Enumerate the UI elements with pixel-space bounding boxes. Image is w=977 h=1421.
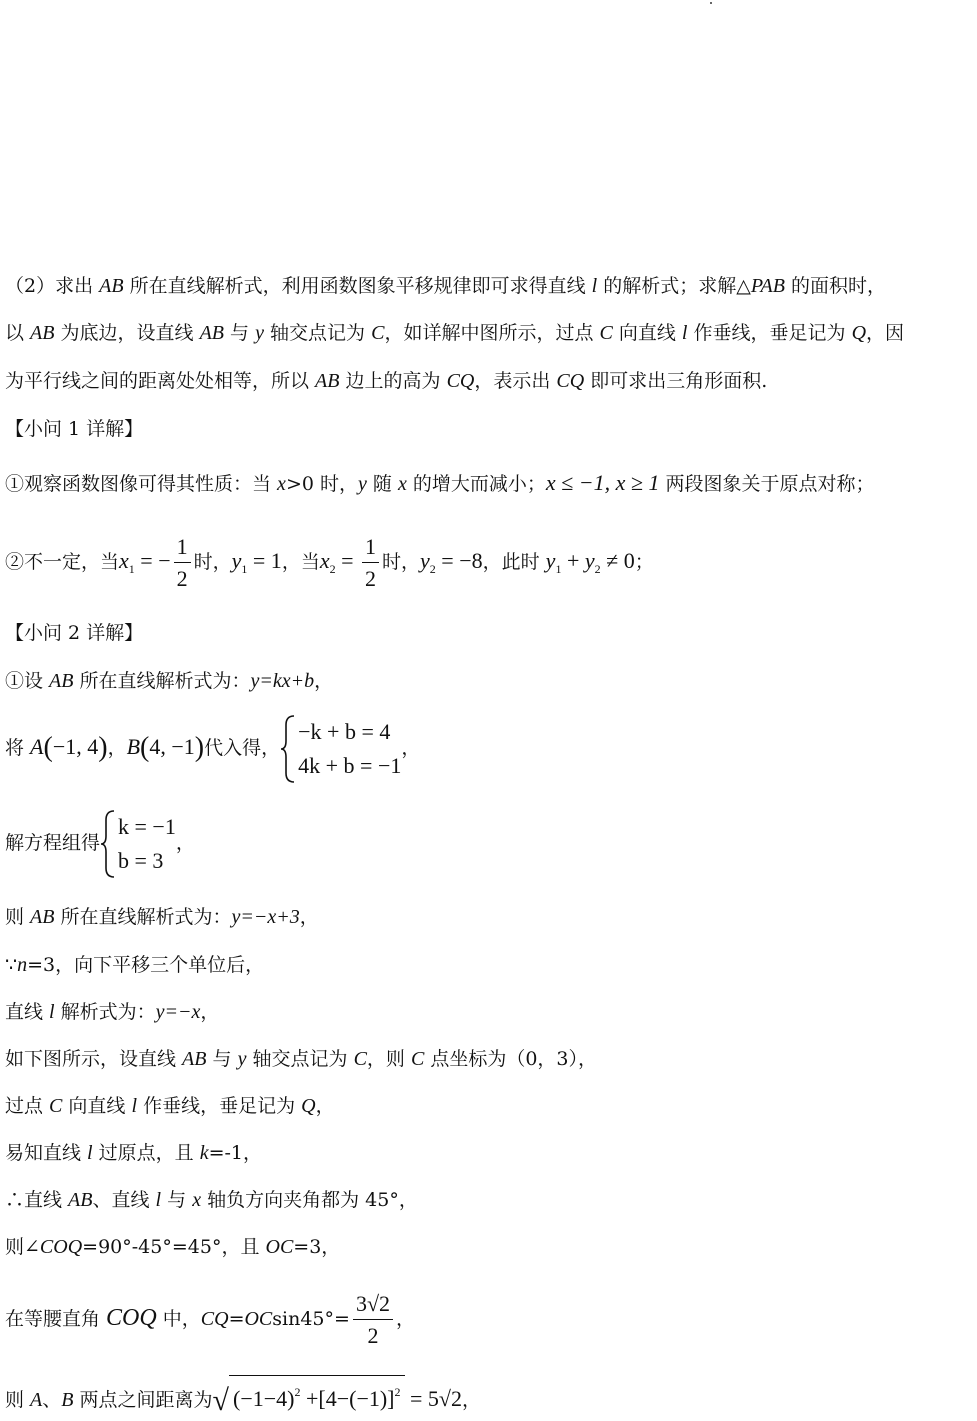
equation-system-1: −k + b = 4 4k + b = −1 — [280, 715, 401, 783]
q1-paragraph-2: ②不一定，当$x_1$ = − $\frac{1}{2}$ 时，$y_1 = 1$，当$x_2$ = $\frac{1}{2}$ 时，$y_2 = -8$，此时 $y_1 + y_2 \ne 0$； — [5, 530, 975, 600]
q2-paragraph-4: 则 AB 所在直线解析式为：y=−x+3， — [5, 906, 319, 928]
fraction-half: $\frac{1}{2}$ — [362, 532, 379, 595]
distance-radicand: $(-1-4)^2 +[4-(-1)]^2$ — [229, 1375, 405, 1413]
left-brace-icon — [100, 810, 116, 878]
q1-heading: 【小问 1 详解】 — [5, 418, 144, 440]
q2-heading: 【小问 2 详解】 — [5, 622, 144, 644]
q2-paragraph-12: 在等腰直角 COQ 中，CQ=OCsin45°= $\frac{3√2}{2}$ ， — [5, 1288, 975, 1352]
stray-mark — [710, 2, 712, 4]
q2-paragraph-11: 则∠COQ=90°-45°=45°，且 OC=3， — [5, 1236, 341, 1258]
q2-paragraph-9: 易知直线 l 过原点，且 k=-1， — [5, 1142, 263, 1164]
left-brace-icon — [280, 715, 296, 783]
q2-paragraph-3: 解方程组得 k = −1 b = 3 ， — [5, 808, 975, 878]
intro-line-1: （2）求出 AB 所在直线解析式，利用函数图象平移规律即可求得直线 l 的解析式；求解△PAB 的面积时， — [5, 275, 887, 297]
q2-paragraph-13: 则 A、B 两点之间距离为√ $(-1-4)^2 +[4-(-1)]^2 = 5√2$， — [5, 1375, 975, 1419]
q2-paragraph-10: ∴直线 AB、直线 l 与 x 轴负方向夹角都为 45°， — [5, 1189, 418, 1211]
radical-sign-icon: √ — [212, 1384, 230, 1417]
intro-line-2: 以 AB 为底边，设直线 AB 与 y 轴交点记为 C，如详解中图所示，过点 C 向直线 l 作垂线，垂足记为 Q，因 — [5, 322, 905, 344]
fraction-neg-half: $\frac{1}{2}$ — [174, 532, 191, 595]
intro-line-3: 为平行线之间的距离处处相等，所以 AB 边上的高为 CQ，表示出 CQ 即可求出三角形面积. — [5, 370, 768, 392]
q2-paragraph-1: ①设 AB 所在直线解析式为：y=kx+b， — [5, 670, 334, 692]
q2-paragraph-5: ∵n=3，向下平移三个单位后， — [5, 954, 265, 976]
q2-paragraph-6: 直线 l 解析式为：y=−x， — [5, 1001, 220, 1023]
q2-paragraph-2: 将 A(−1, 4)，B(4, −1)代入得， −k + b = 4 4k + b = −1 ， — [5, 712, 975, 783]
solution-system: k = −1 b = 3 — [100, 810, 176, 878]
fraction-3root2-over-2: $\frac{3√2}{2}$ — [353, 1289, 393, 1352]
q1-paragraph-1: ①观察函数图像可得其性质：当 x>0 时，y 随 x 的增大而减小；x ≤ −1, x ≥ 1 两段图象关于原点对称； — [5, 470, 875, 495]
q2-paragraph-8: 过点 C 向直线 l 作垂线，垂足记为 Q， — [5, 1095, 335, 1117]
q2-paragraph-7: 如下图所示，设直线 AB 与 y 轴交点记为 C，则 C 点坐标为（0，3）， — [5, 1048, 598, 1070]
